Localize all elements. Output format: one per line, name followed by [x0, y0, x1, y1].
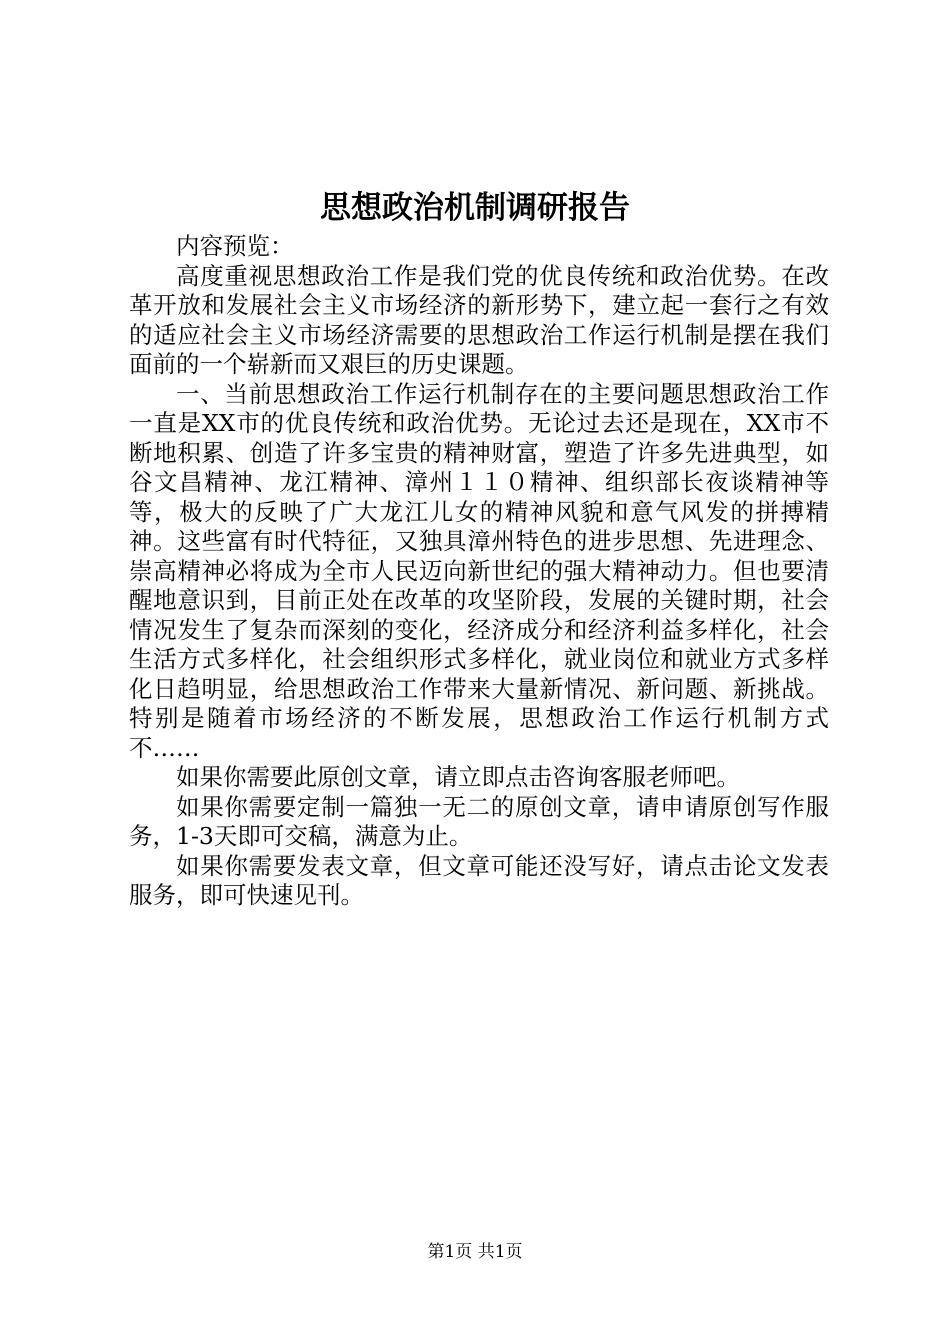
paragraph-consult: 如果你需要此原创文章，请立即点击咨询客服老师吧。: [176, 763, 740, 791]
document-body: [129, 232, 829, 911]
document-title: 思想政治机制调研报告: [320, 190, 630, 226]
paragraph-intro: 高度重视思想政治工作是我们党的优良传统和政治优势。在改革开放和发展社会主义市场经济的新形势下，建立起一套行之有效的适应社会主义市场经济需要的思想政治工作运行机制是摆在我们面前的一个崭新而又艰巨的历史课题。: [129, 261, 829, 378]
paragraph-publish: 如果你需要发表文章，但文章可能还没写好，请点击论文发表服务，即可快速见刊。: [129, 851, 829, 909]
paragraph-custom-writing: 如果你需要定制一篇独一无二的原创文章，请申请原创写作服务，1-3天即可交稿，满意为止。: [129, 792, 829, 850]
preview-label: 内容预览：: [176, 232, 294, 260]
page-footer: 第1页 共1页: [427, 1242, 523, 1262]
paragraph-main: 一、当前思想政治工作运行机制存在的主要问题思想政治工作一直是XX市的优良传统和政治优势。无论过去还是现在，XX市不断地积累、创造了许多宝贵的精神财富，塑造了许多先进典型，如谷文昌精神、龙江精神、漳州１１０精神、组织部长夜谈精神等等，极大的反映了广大龙江儿女的精神风貌和意气风发的拼搏精神。这些富有时代特征，又独具漳州特色的进步思想、先进理念、崇高精神必将成为全市人民迈向新世纪的强大精神动力。但也要清醒地意识到，目前正处在改革的攻坚阶段，发展的关键时期，社会情况发生了复杂而深刻的变化，经济成分和经济利益多样化，社会生活方式多样化，社会组织形式多样化，就业岗位和就业方式多样化日趋明显，给思想政治工作带来大量新情况、新问题、新挑战。特别是随着市场经济的不断发展，思想政治工作运行机制方式不……: [129, 379, 829, 762]
